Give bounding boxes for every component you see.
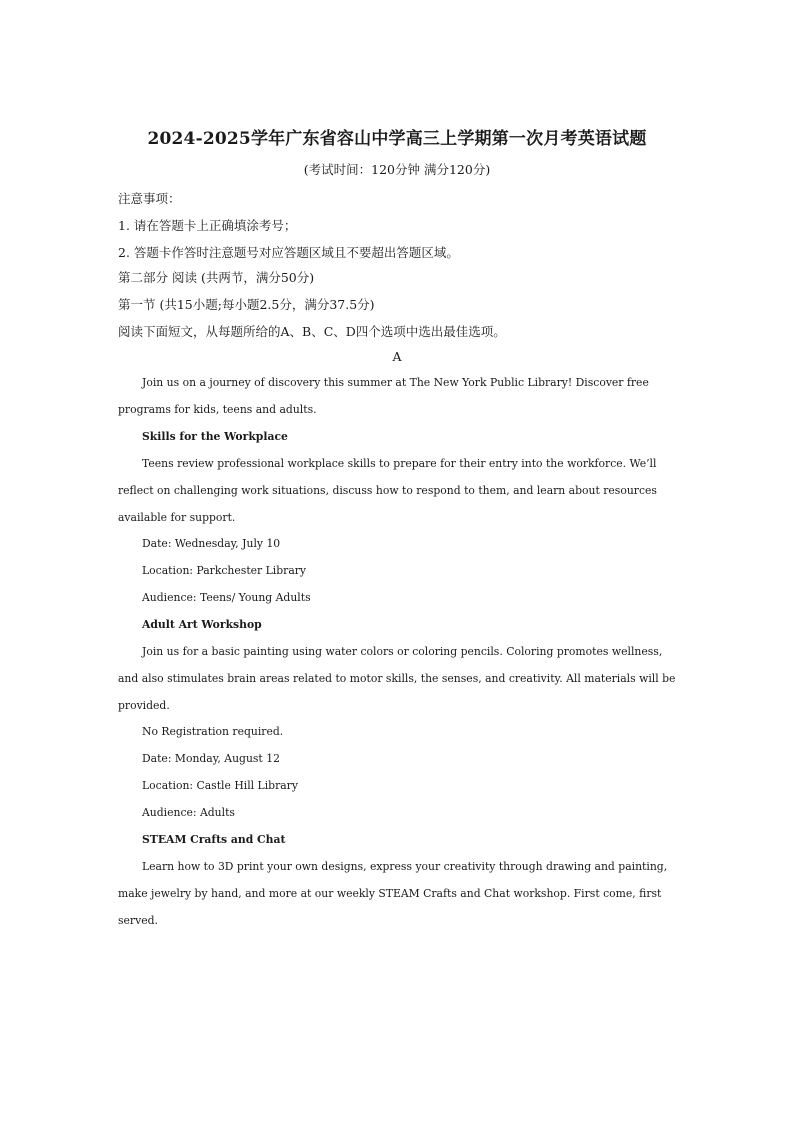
event-description-3: Learn how to 3D print your own designs, express your creativity through drawing and painting, make jewelry by hand, and more at our weekly STEAM Crafts and Chat workshop. First come, first served. — [118, 860, 668, 927]
event-description-2: Join us for a basic painting using water colors or coloring pencils. Coloring promotes wellness, and also stimulates brain areas related to motor skills, the senses, and creativity. All materials will be provided. — [118, 645, 676, 712]
passage-label: A — [392, 349, 402, 364]
event-location-2: Location: Castle Hill Library — [142, 779, 298, 792]
exam-subtitle: (考试时间：120分钟 满分120分) — [303, 162, 491, 177]
event-title-1: Skills for the Workplace — [142, 430, 288, 443]
notes-item-1: 1. 请在答题卡上正确填涂考号； — [118, 218, 297, 233]
exam-title: 2024-2025学年广东省容山中学高三上学期第一次月考英语试题 — [147, 129, 647, 149]
event-title-2: Adult Art Workshop — [142, 618, 262, 631]
passage-intro: Join us on a journey of discovery this summer at The New York Public Library! Discover free programs for kids, teens and adults. — [118, 376, 649, 416]
event-date-1: Date: Wednesday, July 10 — [142, 537, 281, 550]
section1-heading: 第一节 (共15小题;每小题2.5分，满分37.5分) — [118, 297, 375, 312]
event-location-1: Location: Parkchester Library — [142, 564, 307, 577]
event-audience-2: Audience: Adults — [142, 806, 235, 819]
event-title-3: STEAM Crafts and Chat — [142, 833, 286, 846]
notes-item-2: 2. 答题卡作答时注意题号对应答题区域且不要超出答题区域。 — [118, 245, 459, 260]
event-description-1: Teens review professional workplace skills to prepare for their entry into the workforce. We’ll reflect on challenging work situations, discuss how to respond to them, and learn about resources available for support. — [118, 457, 657, 524]
event-registration-2: No Registration required. — [142, 725, 284, 738]
part2-heading: 第二部分 阅读 (共两节，满分50分) — [118, 270, 315, 285]
event-audience-1: Audience: Teens/ Young Adults — [142, 591, 311, 604]
event-date-2: Date: Monday, August 12 — [142, 752, 280, 765]
notes-label: 注意事项： — [118, 191, 181, 206]
instruction-text: 阅读下面短文，从每题所给的A、B、C、D四个选项中选出最佳选项。 — [118, 324, 506, 339]
